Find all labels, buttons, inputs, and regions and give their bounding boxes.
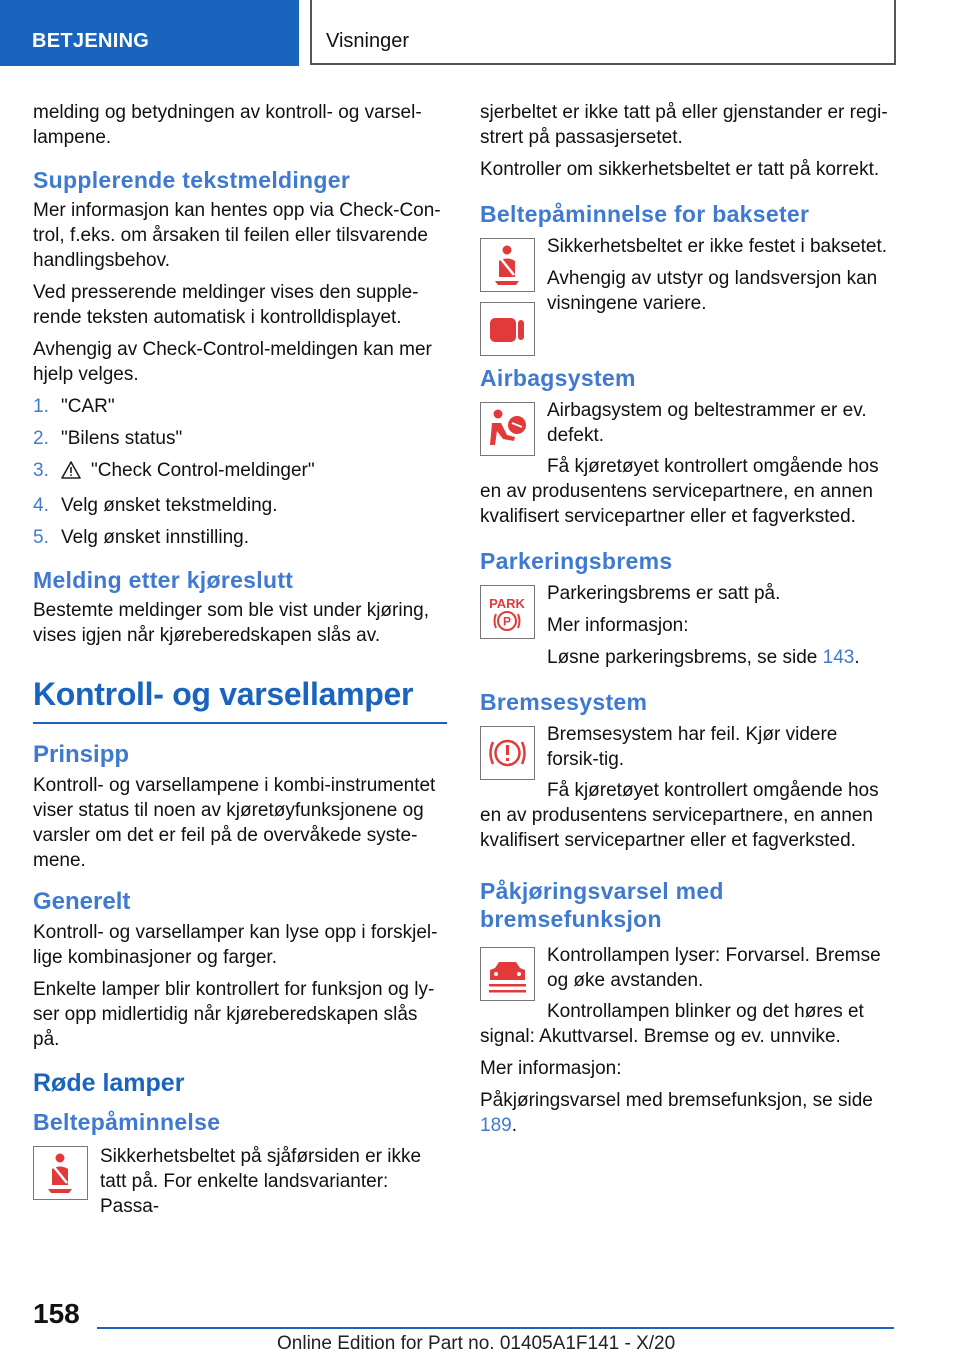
- park-sub-label: P: [502, 614, 512, 629]
- step-item: 5. Velg ønsket innstilling.: [33, 527, 249, 548]
- pak-text-1: Kontrollampen lyser: Forvarsel. Bremse og øke avstanden.: [547, 945, 881, 991]
- generelt-text-1: Kontroll- og varsellamper kan lyse opp i forskjel-lige kombinasjoner og farger.: [33, 922, 438, 968]
- rear-seatbelt-row: [480, 234, 894, 362]
- page-title: Visninger: [326, 30, 410, 52]
- rear-seat-icon: [480, 302, 535, 356]
- warning-triangle-icon: [61, 461, 81, 486]
- seatbelt-icon: [33, 1146, 88, 1200]
- heading-bakseter: Beltepåminnelse for bakseter: [480, 201, 810, 227]
- chapter-rule: [33, 722, 447, 724]
- cont-text-2: Kontroller om sikkerhetsbeltet er tatt på korrekt.: [480, 159, 880, 180]
- heading-prinsipp: Prinsipp: [33, 741, 130, 768]
- page-number: 158: [33, 1298, 80, 1329]
- supp-text-2: Ved presserende meldinger vises den supple-rende teksten automatisk i kontrolldisplayet.: [33, 282, 419, 328]
- seatbelt-icon: [480, 238, 535, 292]
- airbag-text-2: Få kjøretøyet kontrollert omgående hos en av produsentens servicepartnere, en annen kvalifisert servicepartner eller et fagverksted.: [480, 456, 879, 527]
- cont-text: sjerbeltet er ikke tatt på eller gjenstander er regi-strert på passasjersetet.: [480, 102, 888, 148]
- brems-text-1: Bremsesystem har feil. Kjør videre forsik-tig.: [547, 724, 838, 770]
- bak-text-1: Sikkerhetsbeltet er ikke festet i baksetet.: [547, 236, 888, 257]
- heading-melding: Melding etter kjøreslutt: [33, 567, 294, 593]
- heading-generelt: Generelt: [33, 888, 131, 915]
- airbag-row: [480, 398, 894, 454]
- heading-parkeringsbrems: Parkeringsbrems: [480, 548, 673, 574]
- prinsipp-text: Kontroll- og varsellampene i kombi-instrumentet viser status til noen av kjøretøyfunksjonene og varsler om det er feil på de overvåkede syste-mene.: [33, 775, 436, 871]
- park-label: PARK: [489, 596, 525, 611]
- step-item: 2. "Bilens status": [33, 428, 183, 449]
- bak-text-2: Avhengig av utstyr og landsversjon kan visningene variere.: [547, 268, 878, 314]
- heading-supplerende: Supplerende tekstmeldinger: [33, 167, 351, 193]
- section-tab: BETJENING: [0, 0, 299, 66]
- heading-bremsesystem: Bremsesystem: [480, 689, 648, 715]
- parking-brake-row: [480, 581, 894, 670]
- heading-beltepaminnelse: Beltepåminnelse: [33, 1109, 221, 1135]
- collision-warning-row: [480, 943, 894, 999]
- park-text-1: Parkeringsbrems er satt på.: [547, 583, 781, 604]
- intro-text: melding og betydningen av kontroll- og varsel-lampene.: [33, 102, 422, 148]
- park-text-2: Mer informasjon:: [547, 615, 689, 636]
- park-text-3: Løsne parkeringsbrems, se side 143.: [547, 647, 860, 668]
- left-column: [33, 100, 447, 1226]
- footer-rule: [97, 1327, 894, 1329]
- page-header: [0, 0, 960, 66]
- generelt-text-2: Enkelte lamper blir kontrollert for funksjon og ly-ser opp midlertidig når kjøreberedskapen slås på.: [33, 979, 435, 1050]
- airbag-text-1: Airbagsystem og beltestrammer er ev. defekt.: [547, 400, 867, 446]
- airbag-icon: [480, 402, 535, 456]
- brake-system-icon: [480, 726, 535, 780]
- brake-system-row: [480, 722, 894, 778]
- collision-warning-icon: [480, 947, 535, 1001]
- pak-text-4: Påkjøringsvarsel med bremsefunksjon, se side 189.: [480, 1090, 873, 1136]
- chapter-title: Kontroll- og varsellamper: [33, 676, 414, 712]
- parking-brake-icon: [480, 585, 535, 639]
- page-link-189[interactable]: 189: [480, 1115, 512, 1136]
- melding-text: Bestemte meldinger som ble vist under kjøring, vises igjen når kjøreberedskapen slås av.: [33, 600, 429, 646]
- heading-rode-lamper: Røde lamper: [33, 1069, 185, 1097]
- supp-text-3: Avhengig av Check-Control-meldingen kan mer hjelp velges.: [33, 339, 432, 385]
- step-item: 4. Velg ønsket tekstmelding.: [33, 495, 278, 516]
- heading-airbag: Airbagsystem: [480, 365, 636, 391]
- page-link-143[interactable]: 143: [822, 647, 855, 668]
- seatbelt-row: [33, 1144, 447, 1219]
- brems-text-2: Få kjøretøyet kontrollert omgående hos en av produsentens servicepartnere, en annen kvalifisert servicepartner eller et fagverksted.: [480, 780, 879, 851]
- right-column: [480, 100, 894, 1145]
- supp-text-1: Mer informasjon kan hentes opp via Check-Con-trol, f.eks. om årsaken til feilen eller tilsvarende handlingsbehov.: [33, 200, 441, 271]
- pak-text-3: Mer informasjon:: [480, 1058, 622, 1079]
- heading-pakjoringsvarsel: Påkjøringsvarsel med bremsefunksjon: [480, 878, 724, 932]
- step-item: 1. "CAR": [33, 396, 115, 417]
- steps-list: [33, 394, 447, 550]
- footer-edition: Online Edition for Part no. 01405A1F141 - X/20: [277, 1333, 676, 1354]
- belte-text: Sikkerhetsbeltet på sjåførsiden er ikke tatt på. For enkelte landsvarianter: Passa-: [100, 1146, 422, 1217]
- pak-text-2: Kontrollampen blinker og det høres et signal: Akuttvarsel. Bremse og ev. unnvike.: [480, 1001, 864, 1047]
- step-item: 3. "Check Control-meldinger": [33, 458, 447, 486]
